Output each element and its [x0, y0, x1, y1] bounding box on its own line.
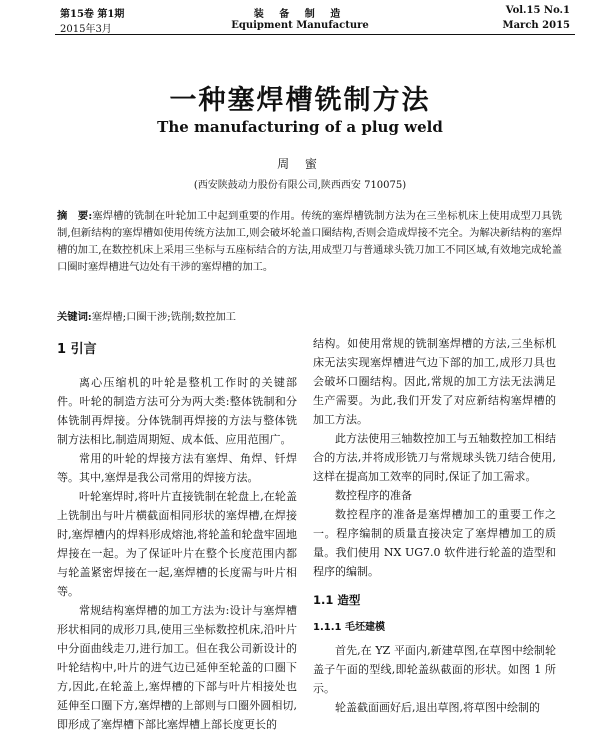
journal-name-en: Equipment Manufacture [231, 20, 369, 31]
abstract-text: 塞焊槽的铣制在叶轮加工中起到重要的作用。传统的塞焊槽铣制方法为在三坐标机床上使用成型刀具铣制,但新结构的塞焊槽如使用传统方法加工,则会破坏轮盖口圈结构,否则会造成焊接不完全。为解决新结构的塞焊槽的加工,在数控机床上采用三坐标与五座标结合的方法,用成型刀与普通球头铣刀加工不同区域,有效地完成轮盖口圈时塞焊槽进气边处有干涉的塞焊槽的加工。 [57, 210, 563, 273]
article-title-cn: 一种塞焊槽铣制方法 [169, 85, 431, 116]
abstract-label: 摘 要: [57, 210, 93, 222]
date-en: March 2015 [502, 20, 570, 31]
paragraph-right-2: 此方法使用三轴数控加工与五轴数控加工相结合的方法,并将成形铣刀与常规球头铣刀结合使用,这样在提高加工效率的同时,保证了加工需求。 [313, 432, 556, 483]
paragraph-right-5: 首先,在 YZ 平面内,新建草图,在草图中绘制轮盖子午面的型线,即轮盖纵截面的形状。如图 1 所示。 [313, 644, 556, 695]
section-1-title: 1 引言 [57, 342, 97, 357]
author-name: 周 蜜 [277, 157, 323, 171]
article-title-en: The manufacturing of a plug weld [157, 118, 443, 136]
paragraph-intro-1: 离心压缩机的叶轮是整机工作时的关键部件。叶轮的制造方法可分为两大类:整体铣制和分体铣制再焊接。分体铣制再焊接的方法与整体铣制方法相比,制造周期短、成本低、应用范围广。 [57, 376, 297, 446]
paragraph-right-4: 数控程序的准备是塞焊槽加工的重要工作之一。程序编制的质量直接决定了塞焊槽加工的质量。我们使用 NX UG7.0 软件进行轮盖的造型和程序的编制。 [313, 508, 556, 578]
paragraph-intro-4: 常规结构塞焊槽的加工方法为:设计与塞焊槽形状相同的成形刀具,使用三坐标数控机床,沿叶片中分面曲线走刀,进行加工。但在我公司新设计的叶轮结构中,叶片的进气边已延伸至轮盖的口圈下方,因此,在轮盖上,塞焊槽的下部与叶片相接处也延伸至口圈下方,塞焊槽的上部则与口圈外圆相切,即形成了塞焊槽下部比塞焊槽上部长度更长的 [57, 604, 297, 731]
keywords-label: 关键词: [57, 311, 92, 323]
right-column [313, 334, 556, 717]
section-1-1-title: 1.1 造型 [313, 593, 361, 607]
volume-issue-cn: 第15卷 第1期 [60, 9, 125, 20]
paragraph-right-6: 轮盖截面画好后,退出草图,将草图中绘制的 [335, 701, 540, 714]
author-affiliation: (西安陕鼓动力股份有限公司,陕西西安 710075) [193, 180, 407, 191]
paragraph-intro-2: 常用的叶轮的焊接方法有塞焊、角焊、钎焊等。其中,塞焊是我公司常用的焊接方法。 [57, 452, 297, 484]
page-header [0, 0, 600, 38]
abstract [57, 208, 562, 276]
date-cn: 2015年3月 [60, 24, 112, 35]
journal-name-cn: 装 备 制 造 [253, 9, 347, 20]
section-1-1-1-title: 1.1.1 毛坯建模 [313, 622, 385, 633]
paragraph-intro-3: 叶轮塞焊时,将叶片直接铣制在轮盘上,在轮盖上铣制出与叶片横截面相同形状的塞焊槽,在焊接时,塞焊槽内的焊料形成熔池,将轮盖和轮盘牢固地焊接在一起。为了保证叶片在整个长度范围内都与轮盖紧密焊接在一起,塞焊槽的长度需与叶片相等。 [57, 490, 297, 598]
header-rule [55, 34, 575, 35]
left-column [57, 340, 297, 734]
volume-issue-en: Vol.15 No.1 [505, 5, 570, 16]
keywords-text: 塞焊槽;口圈干涉;铣削;数控加工 [91, 311, 236, 323]
keywords [57, 309, 562, 326]
subheading-nc-program: 数控程序的准备 [335, 489, 412, 502]
paragraph-right-1: 结构。如使用常规的铣制塞焊槽的方法,三坐标机床无法实现塞焊槽进气边下部的加工,成形刀具也会破坏口圈结构。因此,常规的加工方法无法满足生产需要。为此,我们开发了对应新结构塞焊槽的加工方法。 [313, 337, 556, 426]
